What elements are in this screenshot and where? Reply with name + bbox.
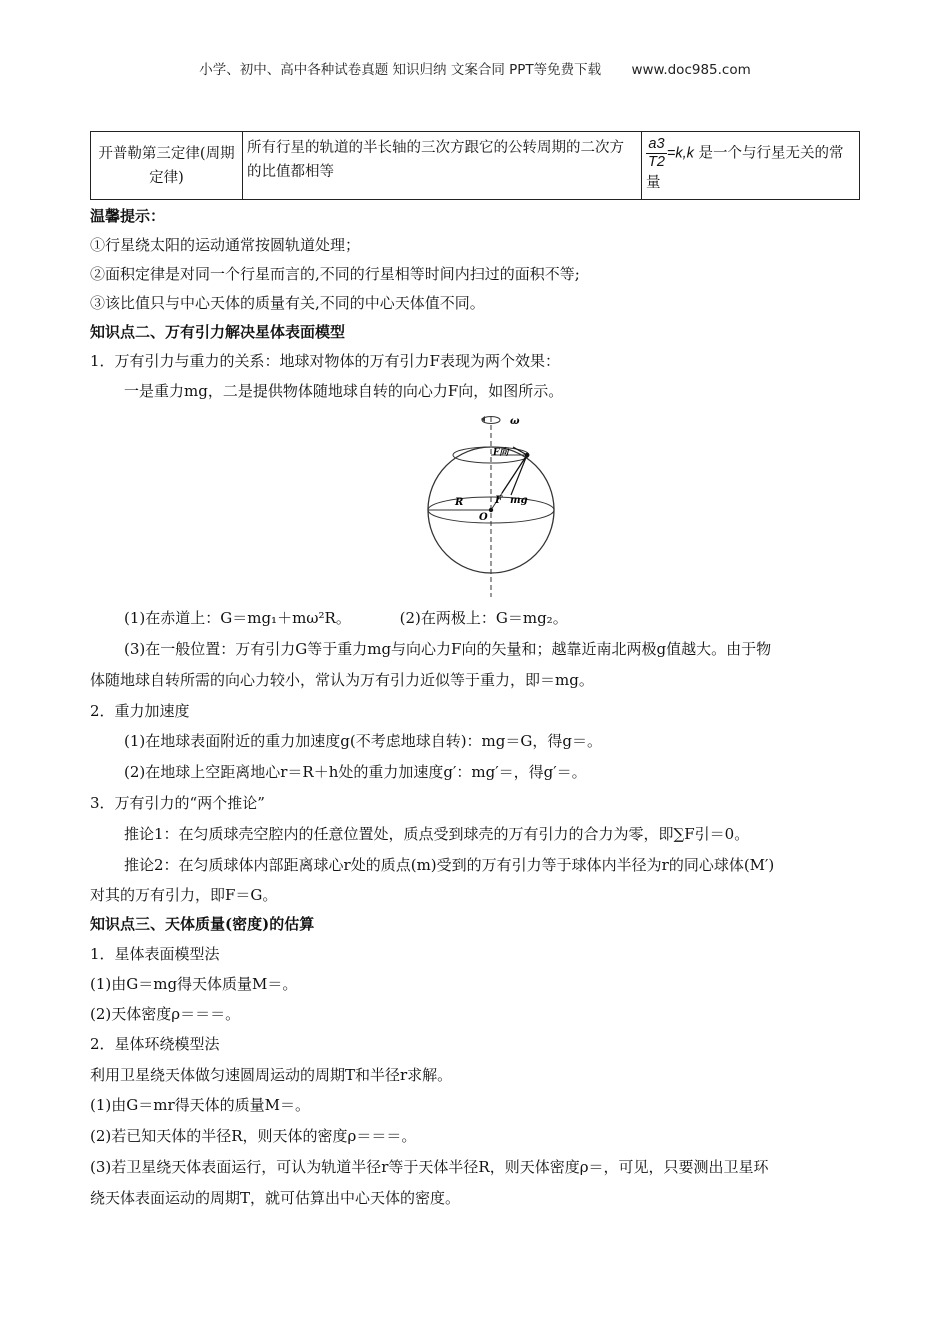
equator-eq	[124, 608, 860, 628]
eq2: (2)在两极上：G＝mg₂。	[399, 609, 568, 627]
r-label: R	[455, 497, 464, 508]
omega-label: ω	[510, 416, 520, 427]
law-name-cell: 开普勒第三定律(周期定律)	[91, 132, 243, 200]
earth-diagram	[415, 405, 575, 600]
section3-title: 知识点三、天体质量(密度)的估算	[90, 915, 315, 933]
law-formula-cell	[642, 132, 860, 200]
tips-title: 温馨提示：	[90, 207, 166, 225]
formula-fraction	[646, 136, 667, 171]
header-text: 小学、初中、高中各种试卷真题 知识归纳 文案合同 PPT等免费下载	[199, 62, 602, 78]
f-label: F	[495, 495, 503, 506]
section2-p3b: 体随地球自转所需的向心力较小，常认为万有引力近似等于重力，即＝mg。	[90, 671, 594, 689]
section2-p2: 一是重力mg，二是提供物体随地球自转的向心力F向，如图所示。	[124, 382, 564, 400]
section3-p2: (1)由G＝mg得天体质量M＝。	[90, 975, 298, 993]
eq1: (1)在赤道上：G＝mg₁＋mω²R。	[124, 609, 351, 627]
section2-p5: (1)在地球表面附近的重力加速度g(不考虑地球自转)：mg＝G，得g＝。	[124, 732, 602, 750]
earth-rotation-figure	[415, 405, 575, 600]
mg-label: mg	[510, 495, 528, 506]
tip-item-2: ②面积定律是对同一个行星而言的,不同的行星相等时间内扫过的面积不等;	[90, 265, 580, 283]
section3-p8a: (3)若卫星绕天体表面运行，可认为轨道半径r等于天体半径R，则天体密度ρ＝，可见，只要测出卫星环	[90, 1158, 769, 1176]
table-row	[91, 132, 860, 200]
o-label: O	[479, 512, 488, 523]
formula-numerator: a3	[646, 136, 667, 154]
section2-p6: (2)在地球上空距离地心r＝R＋h处的重力加速度g′：mg′＝，得g′＝。	[124, 763, 587, 781]
section3-p3: (2)天体密度ρ＝＝＝。	[90, 1005, 241, 1023]
section3-p4: 2．星体环绕模型法	[90, 1035, 220, 1053]
tip-item-1: ①行星绕太阳的运动通常按圆轨道处理；	[90, 236, 361, 254]
section3-p6: (1)由G＝mr得天体的质量M＝。	[90, 1096, 310, 1114]
section3-p5: 利用卫星绕天体做匀速圆周运动的周期T和半径r求解。	[90, 1066, 453, 1084]
page-header	[0, 58, 950, 78]
section2-title: 知识点二、万有引力解决星体表面模型	[90, 323, 346, 341]
section3-p7: (2)若已知天体的半径R，则天体的密度ρ＝＝＝。	[90, 1127, 417, 1145]
formula-equals: =k,k	[666, 145, 694, 162]
formula-denominator: T2	[648, 154, 665, 170]
kepler-law-table	[90, 131, 860, 200]
formula-note: 是一个与行星无关的常量	[646, 145, 844, 191]
section2-p1: 1．万有引力与重力的关系：地球对物体的万有引力F表现为两个效果：	[90, 352, 560, 370]
section2-p9a: 推论2：在匀质球体内部距离球心r处的质点(m)受到的万有引力等于球体内半径为r的同心球体(M′)	[124, 856, 775, 874]
section2-p3a: (3)在一般位置：万有引力G等于重力mg与向心力F向的矢量和；越靠近南北两极g值越大。由于物	[124, 640, 772, 658]
section2-p7: 3．万有引力的“两个推论”	[90, 794, 265, 812]
section2-p9b: 对其的万有引力，即F＝G。	[90, 886, 278, 904]
section2-p8: 推论1：在匀质球壳空腔内的任意位置处，质点受到球壳的万有引力的合力为零，即∑F引＝0。	[124, 825, 750, 843]
section3-p1: 1．星体表面模型法	[90, 945, 220, 963]
tip-item-3: ③该比值只与中心天体的质量有关,不同的中心天体值不同。	[90, 294, 485, 312]
header-url[interactable]: www.doc985.com	[631, 62, 751, 78]
law-content-cell: 所有行星的轨道的半长轴的三次方跟它的公转周期的二次方的比值都相等	[243, 132, 642, 200]
section2-p4: 2．重力加速度	[90, 702, 190, 720]
center-point	[489, 508, 493, 512]
fn-label: F向	[493, 448, 509, 458]
section3-p8b: 绕天体表面运动的周期T，就可估算出中心天体的密度。	[90, 1189, 461, 1207]
